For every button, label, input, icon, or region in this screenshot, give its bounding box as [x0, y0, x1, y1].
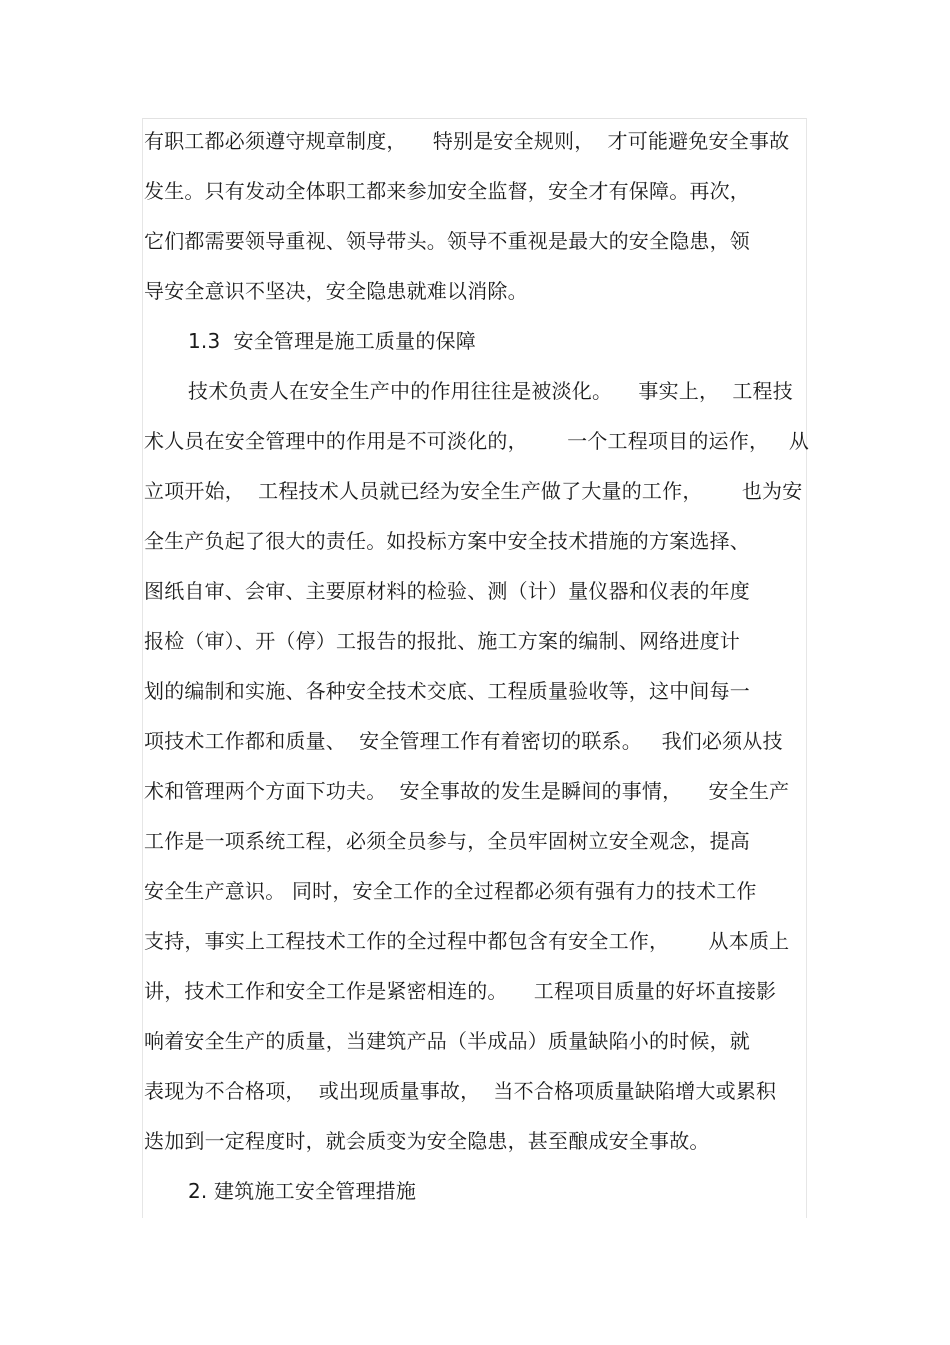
body-line: 术和管理两个方面下功夫。 安全事故的发生是瞬间的事情， 安全生产	[144, 779, 790, 803]
body-line: 技术负责人在安全生产中的作用往往是被淡化。 事实上， 工程技	[188, 379, 793, 403]
section-heading: 2. 建筑施工安全管理措施	[188, 1179, 417, 1203]
body-line: 立项开始， 工程技术人员就已经为安全生产做了大量的工作， 也为安	[144, 479, 803, 503]
body-line: 迭加到一定程度时，就会质变为安全隐患，甚至酿成安全事故。	[144, 1129, 710, 1153]
body-line: 响着安全生产的质量，当建筑产品（半成品）质量缺陷小的时候，就	[144, 1029, 750, 1053]
body-line: 报检（审）、开（停）工报告的报批、施工方案的编制、网络进度计	[144, 629, 740, 653]
body-line: 工作是一项系统工程，必须全员参与，全员牢固树立安全观念，提高	[144, 829, 750, 853]
body-line: 术人员在安全管理中的作用是不可淡化的， 一个工程项目的运作， 从	[144, 429, 810, 453]
body-line: 全生产负起了很大的责任。如投标方案中安全技术措施的方案选择、	[144, 529, 750, 553]
body-line: 图纸自审、会审、主要原材料的检验、测（计）量仪器和仪表的年度	[144, 579, 750, 603]
body-line: 支持，事实上工程技术工作的全过程中都包含有安全工作， 从本质上	[144, 929, 790, 953]
body-line: 发生。只有发动全体职工都来参加安全监督，安全才有保障。再次，	[144, 179, 750, 203]
body-line: 项技术工作都和质量、 安全管理工作有着密切的联系。 我们必须从技	[144, 729, 783, 753]
body-line: 讲，技术工作和安全工作是紧密相连的。 工程项目质量的好坏直接影	[144, 979, 777, 1003]
body-line: 有职工都必须遵守规章制度， 特别是安全规则， 才可能避免安全事故	[144, 129, 790, 153]
body-line: 安全生产意识。 同时，安全工作的全过程都必须有强有力的技术工作	[144, 879, 757, 903]
section-heading: 1.3 安全管理是施工质量的保障	[188, 329, 476, 353]
body-line: 它们都需要领导重视、领导带头。领导不重视是最大的安全隐患，领	[144, 229, 750, 253]
body-line: 导安全意识不坚决，安全隐患就难以消除。	[144, 279, 528, 303]
body-line: 表现为不合格项， 或出现质量事故， 当不合格项质量缺陷增大或累积	[144, 1079, 777, 1103]
body-line: 划的编制和实施、各种安全技术交底、工程质量验收等，这中间每一	[144, 679, 750, 703]
